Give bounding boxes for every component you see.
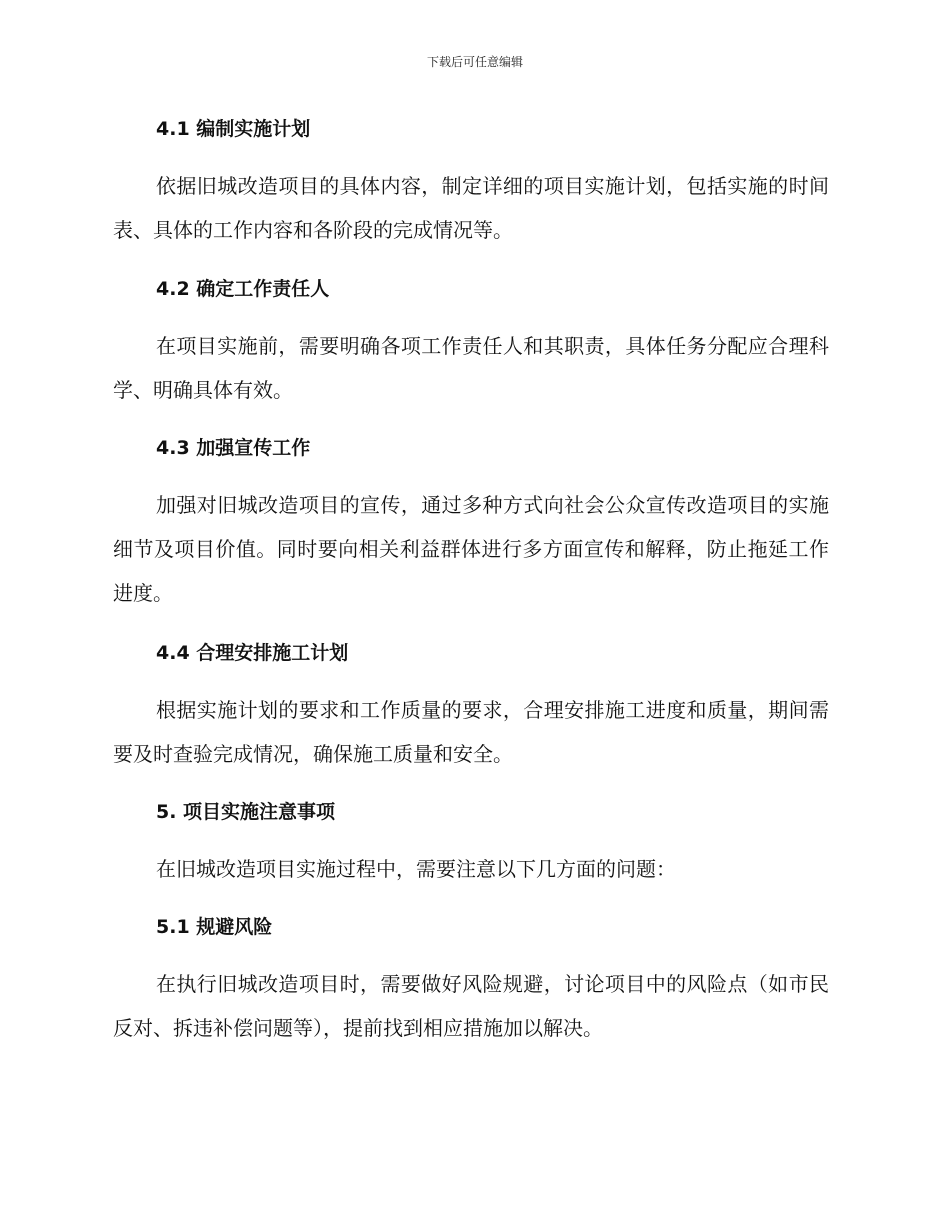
section-body-4-2: 在项目实施前，需要明确各项工作责任人和其职责，具体任务分配应合理科学、明确具体有效。: [113, 334, 829, 402]
section-heading-5: 5. 项目实施注意事项: [156, 801, 336, 823]
section-heading-4-3: 4.3 加强宣传工作: [156, 437, 311, 459]
section-body-4-4: 根据实施计划的要求和工作质量的要求，合理安排施工进度和质量，期间需要及时查验完成情况，确保施工质量和安全。: [113, 698, 829, 766]
section-heading-5-1: 5.1 规避风险: [156, 916, 273, 938]
section-heading-4-4: 4.4 合理安排施工计划: [156, 642, 349, 664]
section-heading-4-1: 4.1 编制实施计划: [156, 118, 311, 140]
page-header: 下载后可任意编辑: [426, 55, 523, 69]
section-heading-4-2: 4.2 确定工作责任人: [156, 278, 330, 300]
section-body-4-1: 依据旧城改造项目的具体内容，制定详细的项目实施计划，包括实施的时间表、具体的工作内容和各阶段的完成情况等。: [113, 174, 829, 242]
section-body-4-3: 加强对旧城改造项目的宣传，通过多种方式向社会公众宣传改造项目的实施细节及项目价值。同时要向相关利益群体进行多方面宣传和解释，防止拖延工作进度。: [113, 493, 829, 605]
section-body-5: 在旧城改造项目实施过程中，需要注意以下几方面的问题：: [156, 857, 676, 881]
section-body-5-1: 在执行旧城改造项目时，需要做好风险规避，讨论项目中的风险点（如市民反对、拆违补偿问题等），提前找到相应措施加以解决。: [113, 972, 829, 1040]
